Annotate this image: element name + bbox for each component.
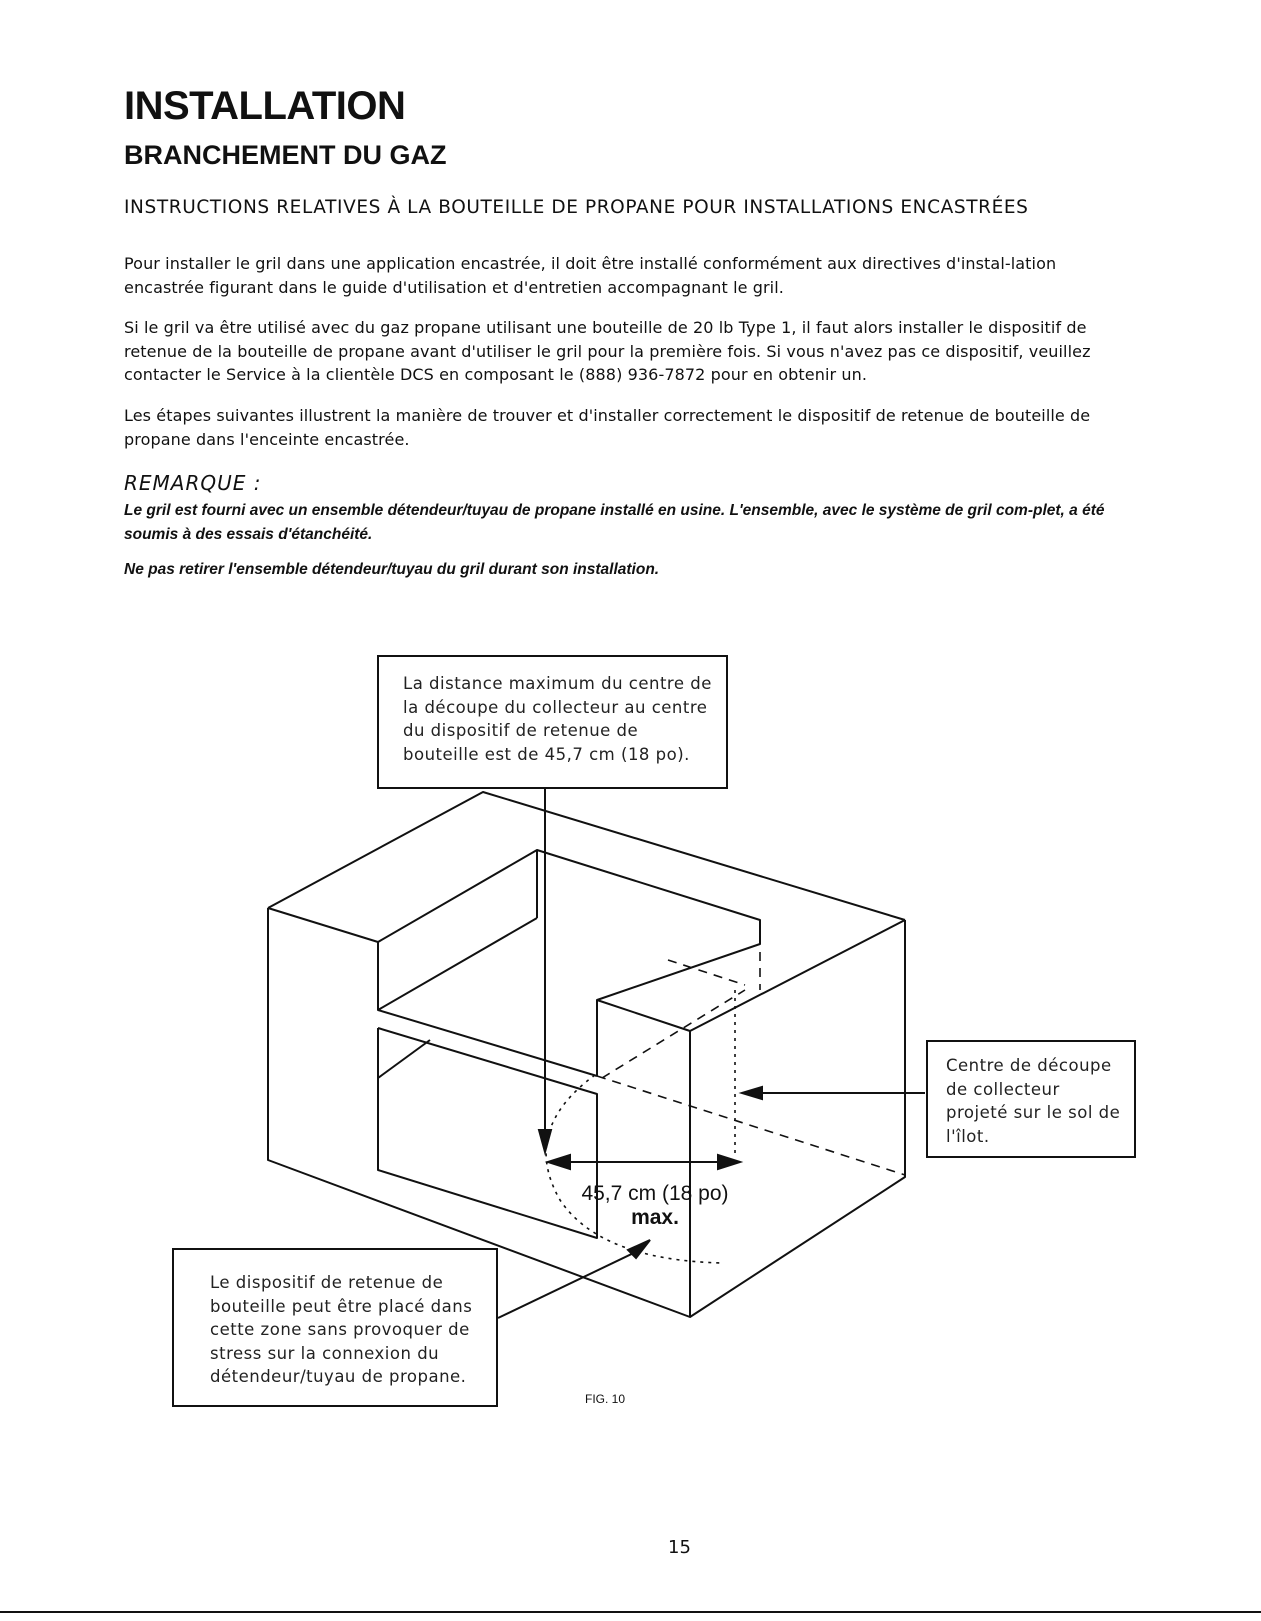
callout-max-distance-line: la découpe du collecteur au centre bbox=[403, 697, 708, 717]
callout-manifold-center-line: Centre de découpe bbox=[946, 1056, 1112, 1075]
callout-retainer-zone-line: détendeur/tuyau de propane. bbox=[210, 1367, 467, 1386]
callout-retainer-zone-line: bouteille peut être placé dans bbox=[210, 1296, 473, 1316]
dimension-max: max. bbox=[631, 1206, 679, 1229]
callout-retainer-zone-line: stress sur la connexion du bbox=[210, 1343, 440, 1363]
page-subtitle: BRANCHEMENT DU GAZ bbox=[124, 140, 447, 170]
callout-max-distance bbox=[377, 655, 728, 789]
callout-manifold-center-line: de collecteur bbox=[946, 1079, 1060, 1099]
callout-manifold-center bbox=[926, 1040, 1136, 1158]
page-title: INSTALLATION bbox=[124, 84, 406, 128]
paragraph-1: Pour installer le gril dans une application encastrée, il doit être installé conformément aux directives d'instal-lation encastrée figurant dans le guide d'utilisation et d'entretien accompagnant le gril. bbox=[124, 254, 1057, 297]
callout-retainer-zone-line: Le dispositif de retenue de bbox=[210, 1273, 444, 1292]
dimension-label bbox=[570, 1182, 740, 1230]
section-heading: INSTRUCTIONS RELATIVES À LA BOUTEILLE DE PROPANE POUR INSTALLATIONS ENCASTRÉES bbox=[124, 197, 1029, 218]
remark-heading: REMARQUE : bbox=[124, 471, 262, 495]
remark-line-2: Ne pas retirer l'ensemble détendeur/tuyau du gril durant son installation. bbox=[124, 561, 660, 578]
callout-max-distance-line: bouteille est de 45,7 cm (18 po). bbox=[403, 744, 690, 764]
page-number: 15 bbox=[668, 1537, 691, 1558]
callout-retainer-zone-line: cette zone sans provoquer de bbox=[210, 1320, 470, 1339]
paragraph-2: Si le gril va être utilisé avec du gaz propane utilisant une bouteille de 20 lb Type 1, il faut alors installer le dispositif de retenue de la bouteille de propane avant d'utiliser le gril pour la première fois. Si vous n'avez pas ce dispositif, veuillez contacter le Service à la clientèle DCS en composant le (888) 936-7872 pour en obtenir un. bbox=[124, 318, 1091, 384]
remark-line-1: Le gril est fourni avec un ensemble détendeur/tuyau de propane installé en usine. L'ensemble, avec le système de gril com-plet, a été soumis à des essais d'étanchéité. bbox=[124, 502, 1105, 543]
callout-max-distance-line: du dispositif de retenue de bbox=[403, 721, 639, 740]
figure-caption: FIG. 10 bbox=[585, 1392, 626, 1406]
callout-max-distance-line: La distance maximum du centre de bbox=[403, 674, 712, 693]
paragraph-3: Les étapes suivantes illustrent la manière de trouver et d'installer correctement le dispositif de retenue de bouteille de propane dans l'enceinte encastrée. bbox=[124, 406, 1091, 449]
callout-manifold-center-line: l'îlot. bbox=[946, 1126, 990, 1146]
dimension-value: 45,7 cm (18 po) bbox=[581, 1182, 729, 1205]
bottom-rule bbox=[0, 1611, 1261, 1613]
callout-retainer-zone bbox=[172, 1248, 498, 1407]
callout-manifold-center-line: projeté sur le sol de bbox=[946, 1103, 1121, 1122]
